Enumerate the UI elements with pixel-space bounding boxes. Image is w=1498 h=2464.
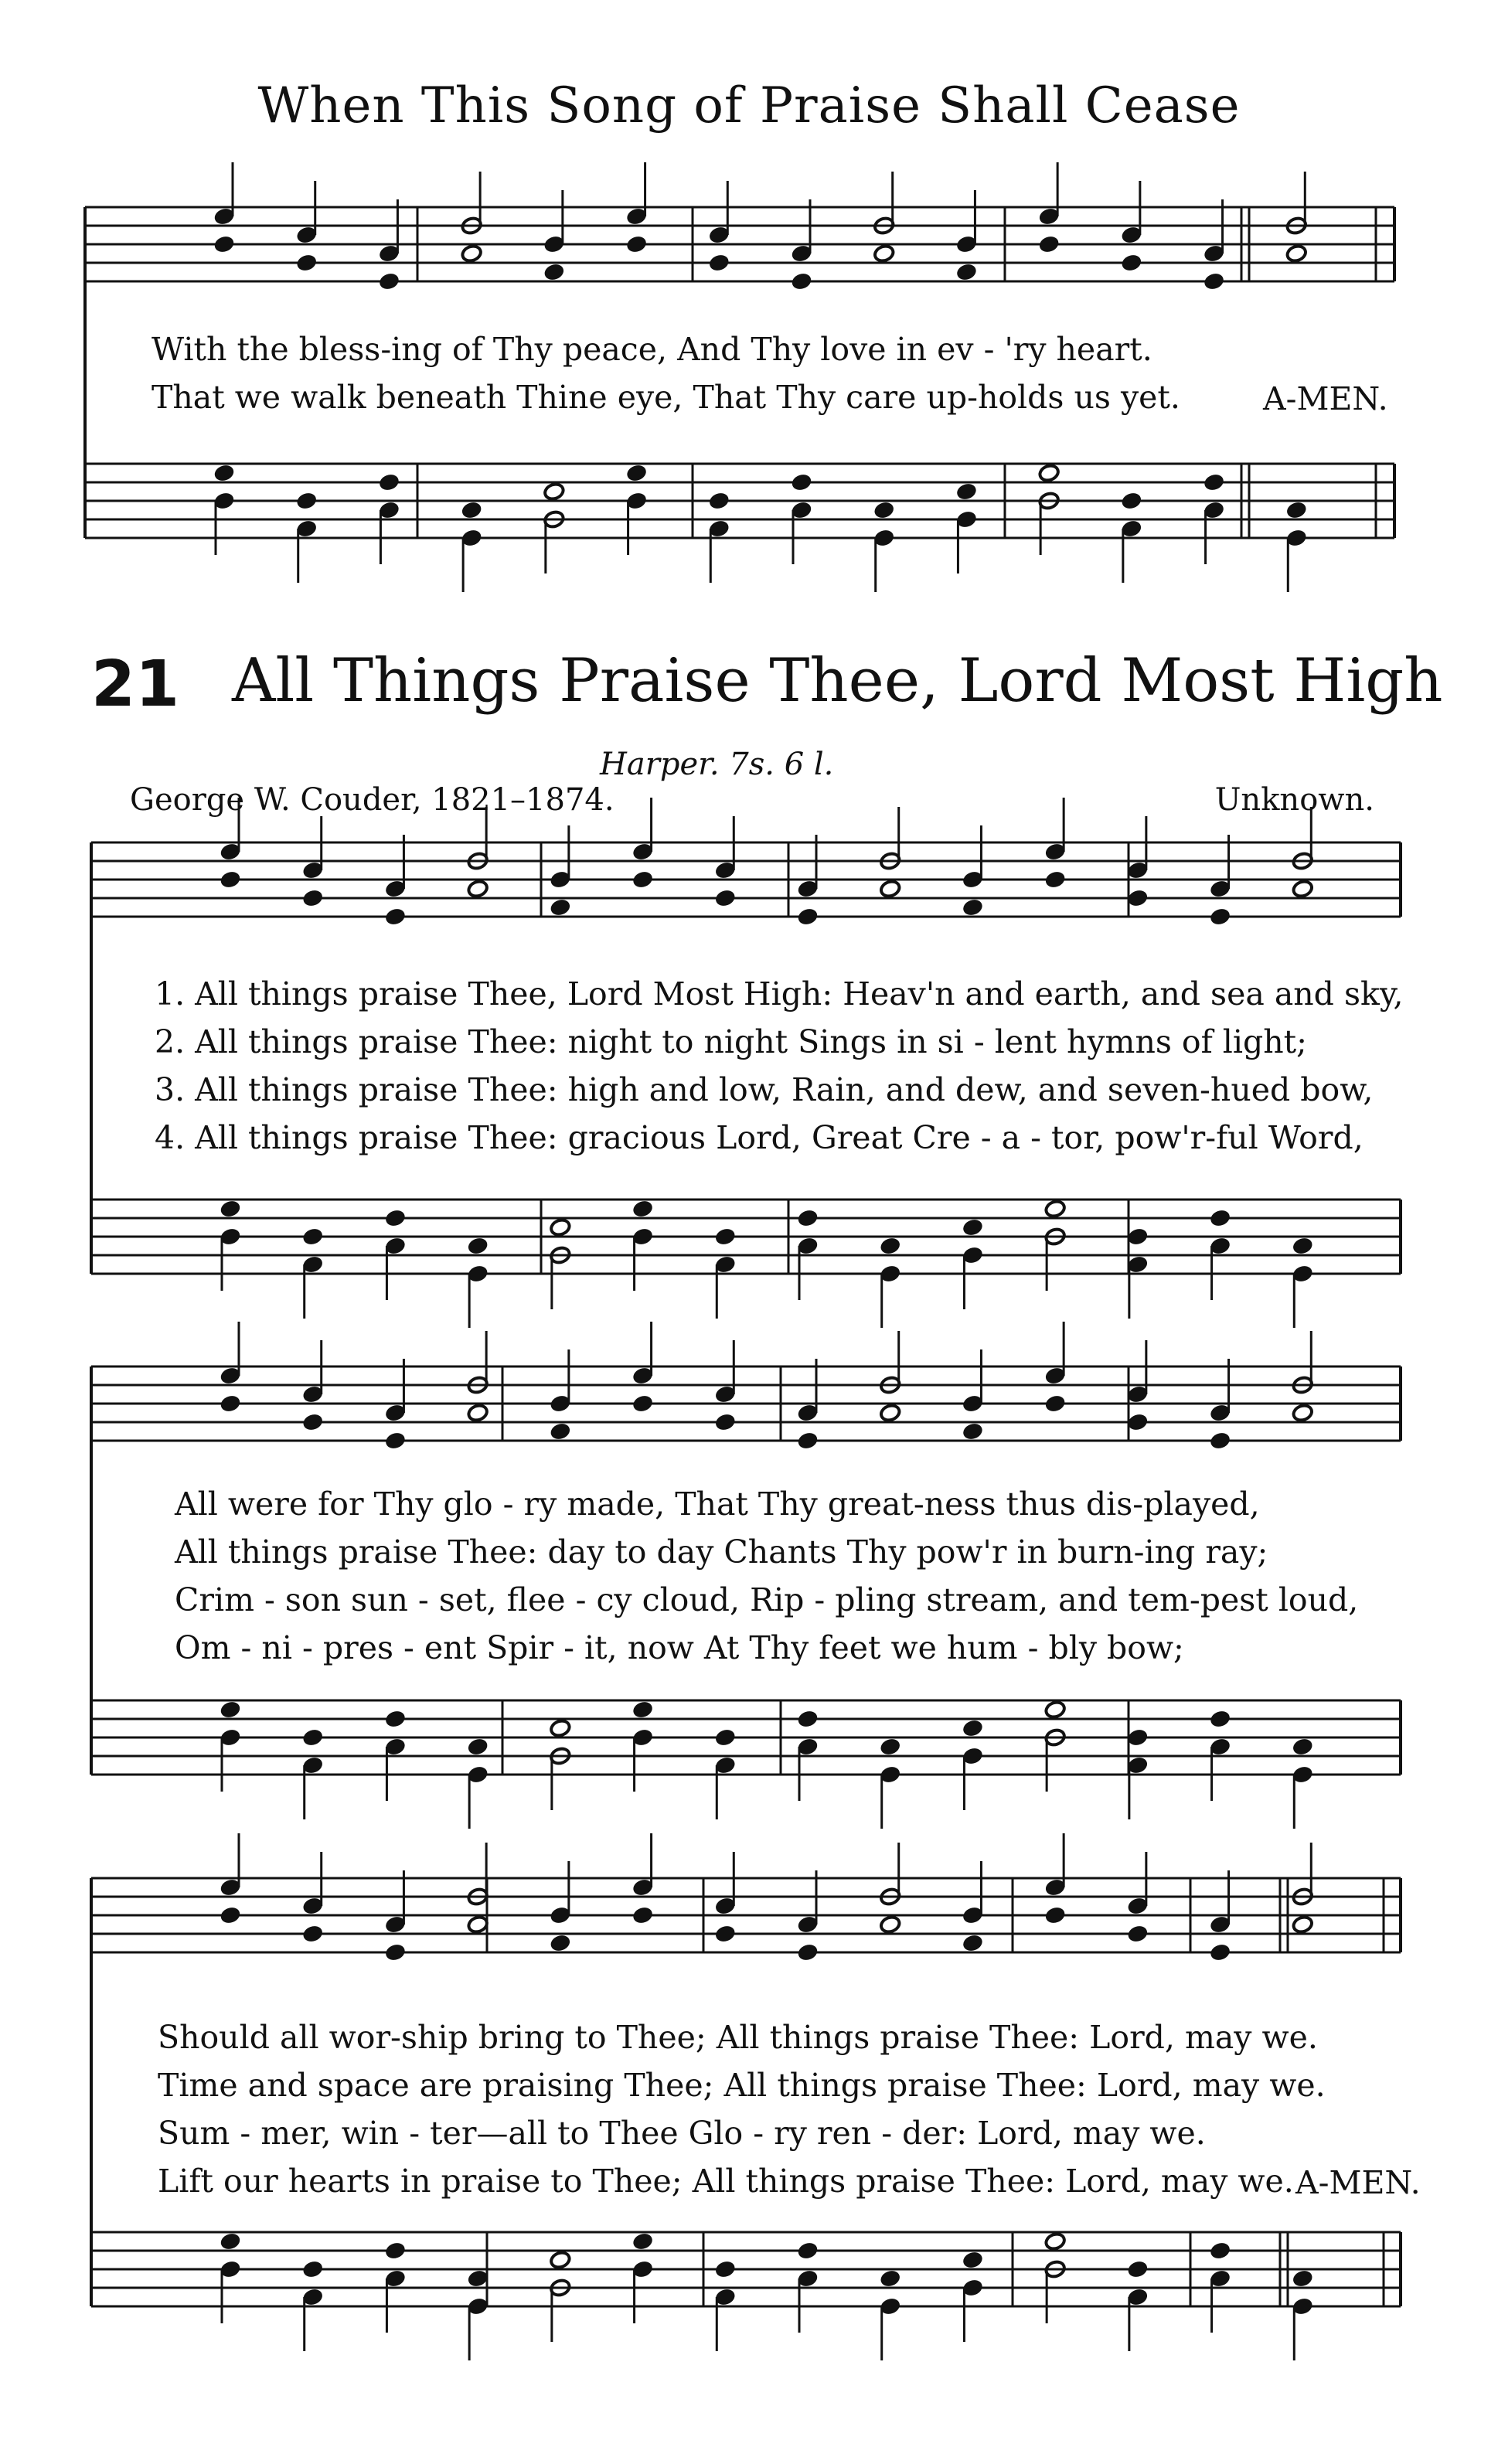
s2-verse-2: All things praise Thee: day to day Chants Thy pow'r in burn-ing ray;	[175, 1533, 1268, 1571]
s3-verse-2: Time and space are praising Thee; All things praise Thee: Lord, may we.	[158, 2067, 1326, 2104]
hymn-number: 21	[91, 648, 180, 721]
s1-verse-2: 2. All things praise Thee: night to night Sings in si - lent hymns of light;	[155, 1023, 1307, 1060]
s1-verse-1: 1. All things praise Thee, Lord Most High: Heav'n and earth, and sea and sky,	[155, 975, 1404, 1012]
s3-verse-1: Should all wor-ship bring to Thee; All things praise Thee: Lord, may we.	[158, 2019, 1318, 2056]
top-lyric-line-2: That we walk beneath Thine eye, That Thy care up-holds us yet.	[152, 379, 1180, 416]
hymn-title: All Things Praise Thee, Lord Most High	[232, 646, 1443, 716]
s2-verse-3: Crim - son sun - set, flee - cy cloud, Rip - pling stream, and tem-pest loud,	[175, 1581, 1359, 1618]
s3-verse-3: Sum - mer, win - ter—all to Thee Glo - ry ren - der: Lord, may we.	[158, 2115, 1206, 2152]
top-amen: A-MEN.	[1263, 380, 1388, 417]
s1-verse-4: 4. All things praise Thee: gracious Lord, Great Cre - a - tor, pow'r-ful Word,	[155, 1119, 1364, 1156]
top-hymn-title: When This Song of Praise Shall Cease	[257, 77, 1241, 134]
author-credit: George W. Couder, 1821–1874.	[130, 782, 615, 818]
s2-verse-1: All were for Thy glo - ry made, That Thy great-ness thus dis-played,	[175, 1486, 1260, 1523]
s1-verse-3: 3. All things praise Thee: high and low, Rain, and dew, and seven-hued bow,	[155, 1071, 1374, 1108]
hymn21-amen: A-MEN.	[1295, 2164, 1421, 2201]
tune-name: Harper. 7s. 6 l.	[600, 747, 834, 782]
composer-credit: Unknown.	[1214, 782, 1374, 818]
top-lyric-line-1: With the bless-ing of Thy peace, And Thy love in ev - 'ry heart.	[152, 331, 1152, 368]
s2-verse-4: Om - ni - pres - ent Spir - it, now At Thy feet we hum - bly bow;	[175, 1629, 1184, 1666]
s3-verse-4: Lift our hearts in praise to Thee; All things praise Thee: Lord, may we.	[158, 2163, 1294, 2200]
